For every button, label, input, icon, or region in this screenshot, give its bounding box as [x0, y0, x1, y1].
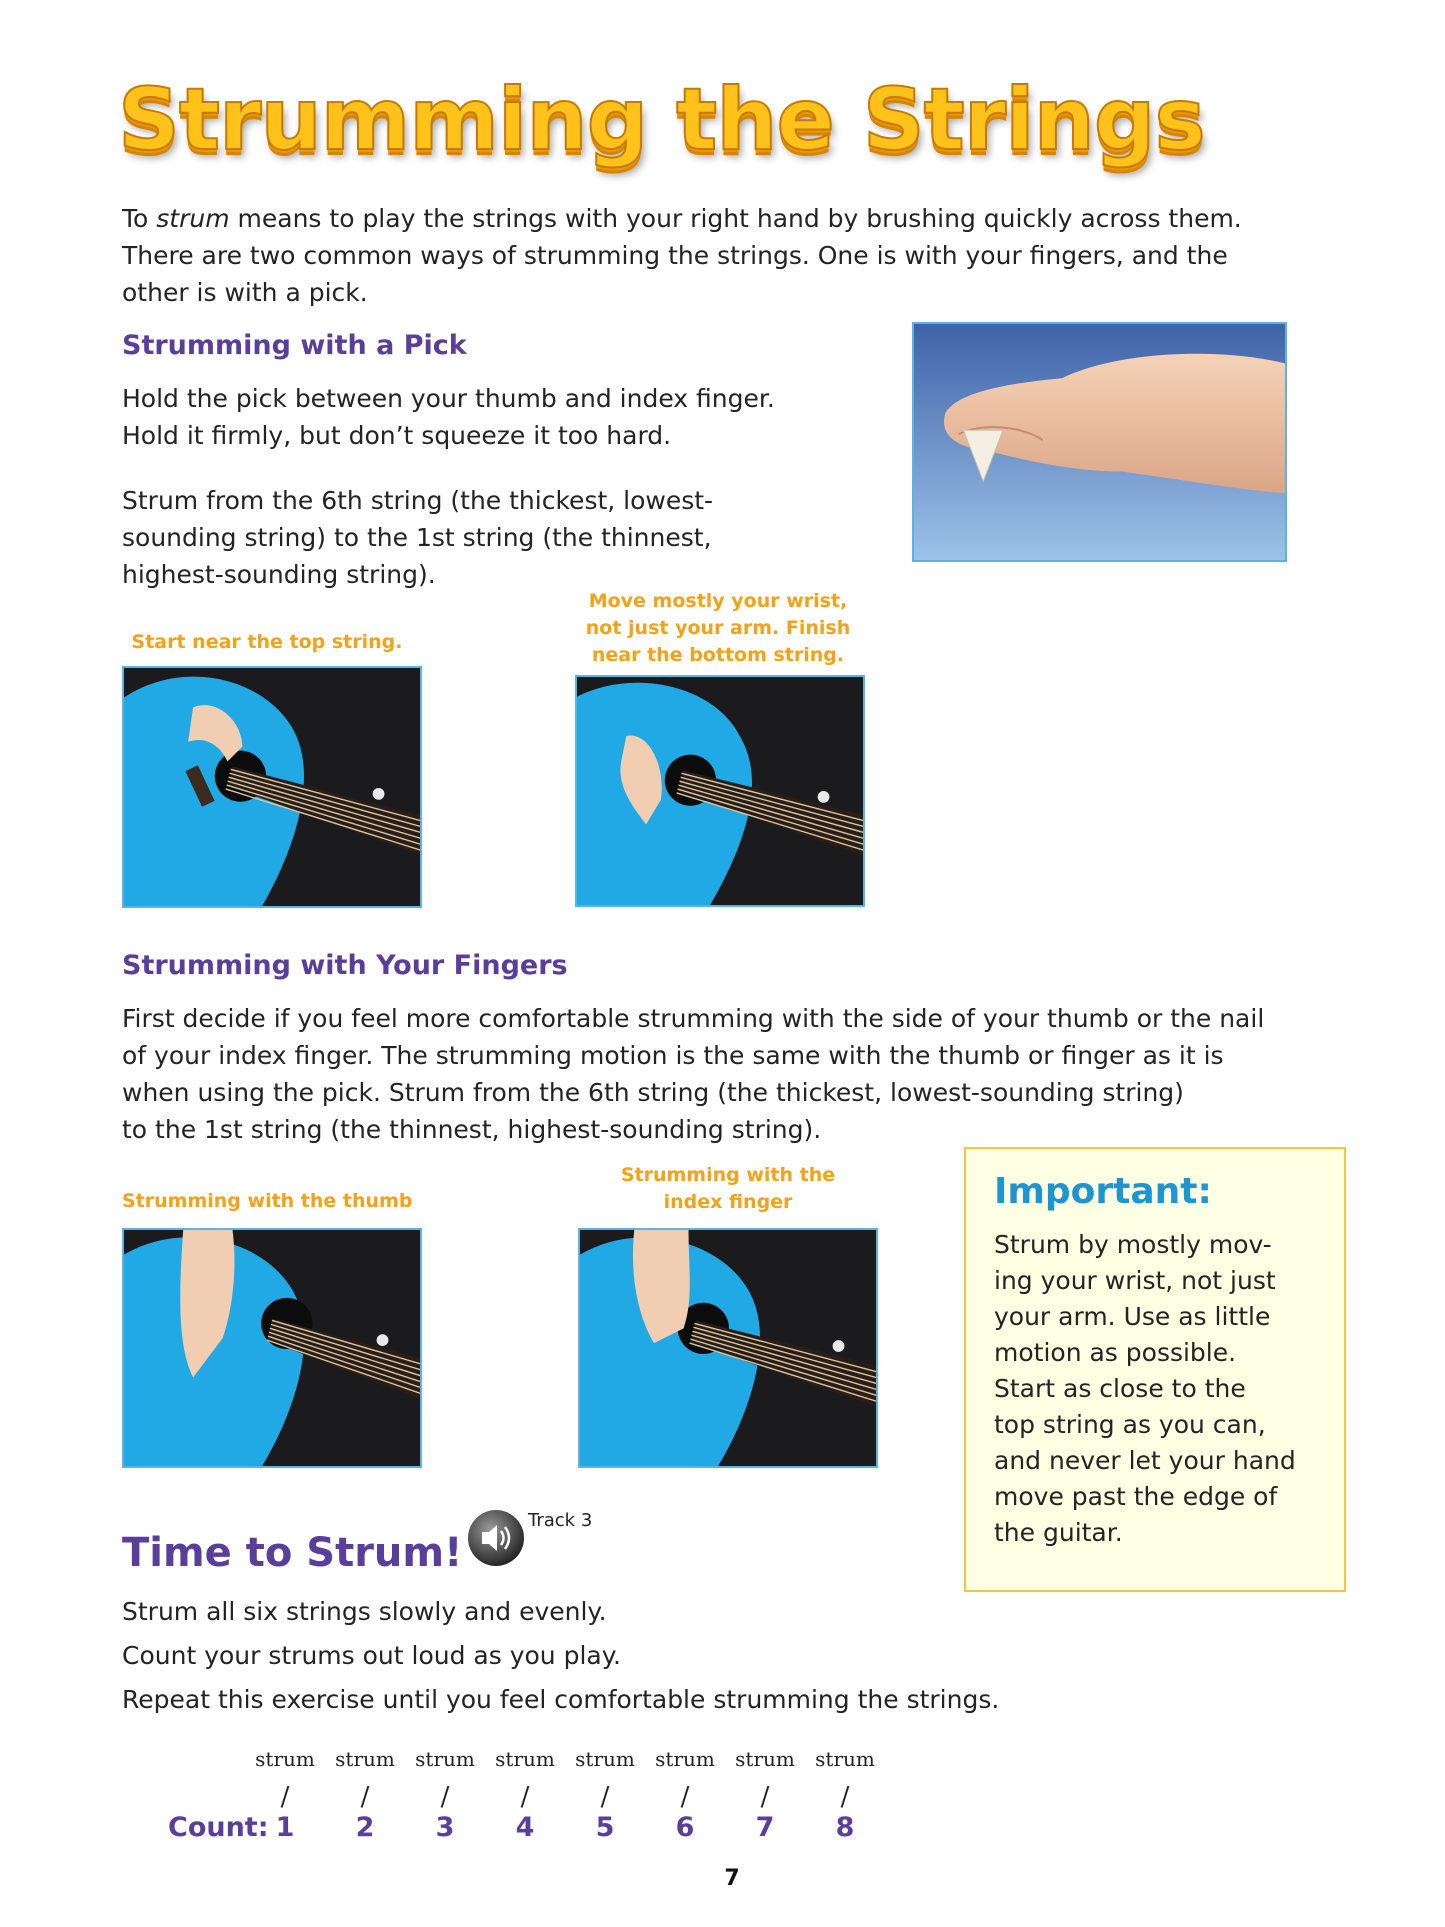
strum-label: strum	[815, 1747, 875, 1771]
page-number: 7	[724, 1866, 740, 1891]
strum-label: strum	[655, 1747, 715, 1771]
pick-paragraph-2: Strum from the 6th string (the thickest, lowest- sounding string) to the 1st string (the thinnest, highest-sounding string).	[122, 486, 714, 589]
strum-label: strum	[575, 1747, 635, 1771]
strum-slash: /	[680, 1782, 690, 1812]
strum-slashes-row	[245, 1782, 885, 1812]
strum-labels-row	[245, 1747, 885, 1771]
strum-label: strum	[495, 1747, 555, 1771]
important-text: Strum by mostly mov- ing your wrist, not just your arm. Use as little motion as possible. Start as close to the top string as you can, and never let your hand move past the edge of the guitar.	[994, 1230, 1296, 1547]
fingers-heading: Strumming with Your Fingers	[122, 950, 568, 981]
track-label: Track 3	[528, 1510, 593, 1531]
important-title: Important:	[994, 1171, 1212, 1212]
strum-label: strum	[735, 1747, 795, 1771]
pick-heading: Strumming with a Pick	[122, 330, 467, 361]
strum-slash: /	[600, 1782, 610, 1812]
pick-paragraph-1: Hold the pick between your thumb and index finger. Hold it firmly, but don’t squeeze it too hard.	[122, 384, 775, 450]
strum-label: strum	[415, 1747, 475, 1771]
caption-index-finger: Strumming with the index finger	[620, 1164, 836, 1213]
strum-slash: /	[760, 1782, 770, 1812]
count-number: 5	[595, 1812, 615, 1843]
count-label: Count:	[168, 1812, 269, 1843]
count-number: 8	[835, 1812, 855, 1843]
count-number: 2	[355, 1812, 375, 1843]
strum-slash: /	[280, 1782, 290, 1812]
intro-paragraph: To strum means to play the strings with your right hand by brushing quickly across them. There are two common ways of strumming the strings. One is with your fingers, and the other is with a pick.	[122, 204, 1242, 307]
strum-label: strum	[255, 1747, 315, 1771]
count-number: 4	[515, 1812, 535, 1843]
exercise-instructions: Strum all six strings slowly and evenly. Count your strums out loud as you play. Repeat this exercise until you feel comfortable strumming the strings.	[122, 1597, 1000, 1714]
pick-hand-photo	[912, 322, 1287, 562]
guitar-photo-thumb	[122, 1228, 422, 1468]
strum-label: strum	[335, 1747, 395, 1771]
strum-slash: /	[840, 1782, 850, 1812]
caption-thumb: Strumming with the thumb	[122, 1190, 413, 1212]
fingers-paragraph: First decide if you feel more comfortable strumming with the side of your thumb or the nail of your index finger. The strumming motion is the same with the thumb or finger as it is when using the pick. Strum from the 6th string (the thickest, lowest-sounding string) to the 1st string (the thinnest, highest-sounding string).	[122, 1004, 1265, 1144]
guitar-photo-start	[122, 666, 422, 908]
strum-slash: /	[440, 1782, 450, 1812]
guitar-photo-finish	[575, 675, 865, 907]
count-number: 6	[675, 1812, 695, 1843]
count-number: 3	[435, 1812, 455, 1843]
page-title: Strumming the Strings	[118, 70, 1205, 170]
strum-slash: /	[360, 1782, 370, 1812]
important-box	[964, 1147, 1346, 1592]
count-numbers-row	[245, 1812, 885, 1843]
count-number: 1	[275, 1812, 295, 1843]
count-number: 7	[755, 1812, 775, 1843]
caption-start-top-string: Start near the top string.	[131, 631, 403, 653]
caption-move-wrist: Move mostly your wrist, not just your arm. Finish near the bottom string.	[585, 590, 851, 666]
strum-slash: /	[520, 1782, 530, 1812]
guitar-photo-index-finger	[578, 1228, 878, 1468]
speaker-icon[interactable]	[466, 1508, 526, 1568]
exercise-heading: Time to Strum!	[122, 1530, 463, 1576]
